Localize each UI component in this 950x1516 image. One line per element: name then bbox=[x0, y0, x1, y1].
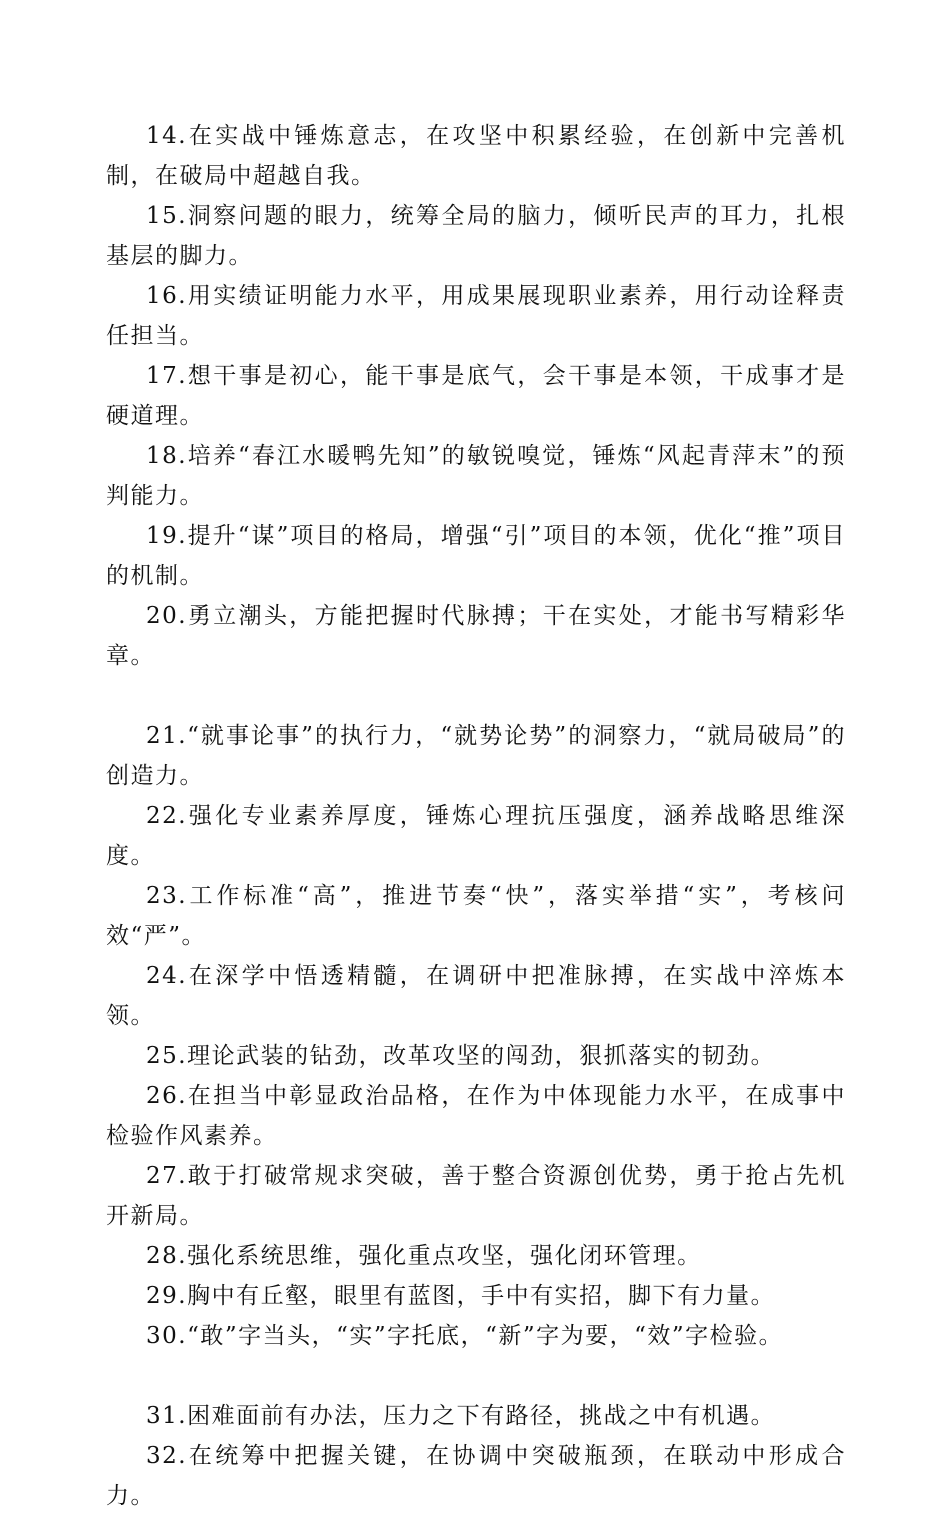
list-item bbox=[106, 116, 846, 196]
item-number: 23. bbox=[146, 883, 188, 909]
item-number: 20. bbox=[146, 603, 188, 629]
list-item bbox=[106, 1036, 846, 1076]
list-item bbox=[106, 716, 846, 796]
item-text: 提升“谋”项目的格局，增强“引”项目的本领，优化“推”项目的机制。 bbox=[106, 523, 846, 589]
item-text: 胸中有丘壑，眼里有蓝图，手中有实招，脚下有力量。 bbox=[187, 1283, 776, 1309]
item-number: 16. bbox=[146, 283, 188, 309]
item-number: 26. bbox=[146, 1083, 188, 1109]
list-item bbox=[106, 1156, 846, 1236]
item-text: 想干事是初心，能干事是底气，会干事是本领，干成事才是硬道理。 bbox=[106, 363, 846, 429]
item-number: 15. bbox=[146, 203, 188, 229]
list-item bbox=[106, 196, 846, 276]
item-text: 强化专业素养厚度，锤炼心理抗压强度，涵养战略思维深度。 bbox=[106, 803, 846, 869]
item-text: 强化系统思维，强化重点攻坚，强化闭环管理。 bbox=[187, 1243, 702, 1269]
item-text: 勇立潮头，方能把握时代脉搏；干在实处，才能书写精彩华章。 bbox=[106, 603, 846, 669]
item-number: 14. bbox=[146, 123, 188, 149]
item-number: 28. bbox=[146, 1243, 188, 1269]
item-text: 培养“春江水暖鸭先知”的敏锐嗅觉，锤炼“风起青萍末”的预判能力。 bbox=[106, 443, 846, 509]
list-item bbox=[106, 516, 846, 596]
item-number: 29. bbox=[146, 1283, 188, 1309]
list-item bbox=[106, 956, 846, 1036]
list-item bbox=[106, 1396, 846, 1436]
item-number: 31. bbox=[146, 1403, 188, 1429]
item-number: 21. bbox=[146, 723, 188, 749]
item-text: 工作标准“高”，推进节奏“快”，落实举措“实”，考核问效“严”。 bbox=[106, 883, 846, 949]
item-number: 17. bbox=[146, 363, 188, 389]
item-text: 用实绩证明能力水平，用成果展现职业素养，用行动诠释责任担当。 bbox=[106, 283, 846, 349]
list-item bbox=[106, 876, 846, 956]
list-item bbox=[106, 356, 846, 436]
item-text: 在深学中悟透精髓，在调研中把准脉搏，在实战中淬炼本领。 bbox=[106, 963, 846, 1029]
item-number: 24. bbox=[146, 963, 188, 989]
item-text: 敢于打破常规求突破，善于整合资源创优势，勇于抢占先机开新局。 bbox=[106, 1163, 846, 1229]
item-text: 困难面前有办法，压力之下有路径，挑战之中有机遇。 bbox=[187, 1403, 776, 1429]
item-text: 理论武装的钻劲，改革攻坚的闯劲，狠抓落实的韧劲。 bbox=[187, 1043, 776, 1069]
item-number: 18. bbox=[146, 443, 188, 469]
section-gap bbox=[106, 1356, 846, 1396]
list-item bbox=[106, 596, 846, 676]
item-number: 32. bbox=[146, 1443, 188, 1469]
list-item bbox=[106, 276, 846, 356]
item-number: 19. bbox=[146, 523, 188, 549]
list-item bbox=[106, 1276, 846, 1316]
list-item bbox=[106, 1436, 846, 1516]
item-number: 27. bbox=[146, 1163, 188, 1189]
list-item bbox=[106, 1316, 846, 1356]
item-number: 30. bbox=[146, 1323, 188, 1349]
list-item bbox=[106, 1236, 846, 1276]
item-text: 在实战中锤炼意志，在攻坚中积累经验，在创新中完善机制，在破局中超越自我。 bbox=[106, 123, 846, 189]
item-text: 洞察问题的眼力，统筹全局的脑力，倾听民声的耳力，扎根基层的脚力。 bbox=[106, 203, 846, 269]
list-item bbox=[106, 796, 846, 876]
item-text: “就事论事”的执行力，“就势论势”的洞察力，“就局破局”的创造力。 bbox=[106, 723, 846, 789]
section-gap bbox=[106, 676, 846, 716]
item-text: 在统筹中把握关键，在协调中突破瓶颈，在联动中形成合力。 bbox=[106, 1443, 846, 1509]
item-number: 22. bbox=[146, 803, 188, 829]
list-item bbox=[106, 1076, 846, 1156]
item-text: “敢”字当头，“实”字托底，“新”字为要，“效”字检验。 bbox=[187, 1323, 784, 1349]
item-text: 在担当中彰显政治品格，在作为中体现能力水平，在成事中检验作风素养。 bbox=[106, 1083, 846, 1149]
item-number: 25. bbox=[146, 1043, 188, 1069]
document-body bbox=[106, 116, 846, 1516]
list-item bbox=[106, 436, 846, 516]
